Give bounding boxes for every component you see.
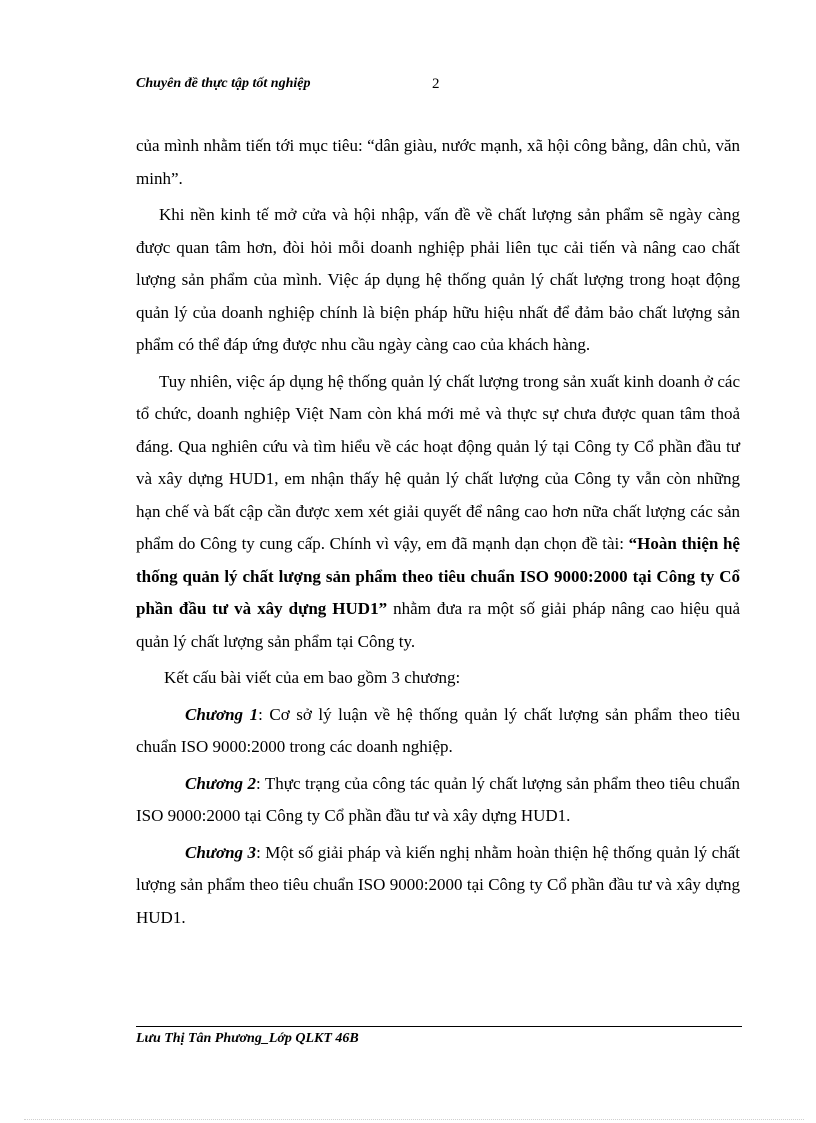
chapter-item: [136, 837, 740, 935]
chapter-label: Chương 3: [185, 842, 257, 862]
footer-author: Lưu Thị Tân Phương_Lớp QLKT 46B: [136, 1031, 359, 1046]
document-title: Chuyên đề thực tập tốt nghiệp: [136, 76, 311, 91]
chapter-description: : Cơ sở lý luận về hệ thống quản lý chất lượng sản phẩm theo tiêu chuẩn ISO 9000:2000 trong các doanh nghiệp.: [136, 704, 740, 756]
document-body: [136, 130, 740, 934]
paragraph-structure-intro: Kết cấu bài viết của em bao gồm 3 chương:: [164, 668, 461, 687]
page-header: [136, 76, 742, 98]
chapter-label: Chương 2: [185, 773, 257, 793]
thesis-topic: “Hoàn thiện hệ thống quản lý chất lượng sản phẩm theo tiêu chuẩn ISO 9000:2000 tại Công ty Cổ phần đầu tư và xây dựng HUD1”: [136, 534, 740, 618]
footer-divider: [136, 1026, 742, 1027]
chapter-label: Chương 1: [185, 704, 259, 724]
paragraph-quality-importance: Khi nền kinh tế mở cửa và hội nhập, vấn đề về chất lượng sản phẩm sẽ ngày càng được quan tâm hơn, đòi hỏi mỗi doanh nghiệp phải liên tục cải tiến và nâng cao chất lượng sản phẩm của mình. Việc áp dụng hệ thống quản lý chất lượng trong hoạt động quản lý của doanh nghiệp chính là biện pháp hữu hiệu nhất để đảm bảo chất lượng sản phẩm có thể đáp ứng được nhu cầu ngày càng cao của khách hàng.: [136, 205, 740, 354]
paragraph-topic-selection: [136, 366, 740, 659]
page-number: 2: [432, 76, 440, 92]
paragraph-continuation: của mình nhằm tiến tới mục tiêu: “dân giàu, nước mạnh, xã hội công bằng, dân chủ, văn minh”.: [136, 136, 740, 188]
paragraph-text: nhằm đưa ra một số giải pháp nâng cao hiệu quả quản lý chất lượng sản phẩm tại Công ty.: [136, 599, 740, 651]
chapter-item: [136, 699, 740, 764]
paragraph-text: Tuy nhiên, việc áp dụng hệ thống quản lý chất lượng trong sản xuất kinh doanh ở các tổ chức, doanh nghiệp Việt Nam còn khá mới mẻ và thực sự chưa được quan tâm thoả đáng. Qua nghiên cứu và tìm hiểu về các hoạt động quản lý tại Công ty Cổ phần đầu tư và xây dựng HUD1, em nhận thấy hệ quản lý chất lượng của Công ty vẫn còn những hạn chế và bất cập cần được xem xét giải quyết để nâng cao hơn nữa chất lượng các sản phẩm do Công ty cung cấp. Chính vì vậy, em đã mạnh dạn chọn đề tài:: [136, 371, 740, 553]
chapter-description: : Một số giải pháp và kiến nghị nhằm hoàn thiện hệ thống quản lý chất lượng sản phẩm theo tiêu chuẩn ISO 9000:2000 tại Công ty Cổ phần đầu tư và xây dựng HUD1.: [136, 842, 740, 927]
chapter-item: [136, 768, 740, 833]
page-bottom-edge: [24, 1119, 804, 1120]
chapter-description: : Thực trạng của công tác quản lý chất lượng sản phẩm theo tiêu chuẩn ISO 9000:2000 tại Công ty Cổ phần đầu tư và xây dựng HUD1.: [136, 773, 741, 825]
